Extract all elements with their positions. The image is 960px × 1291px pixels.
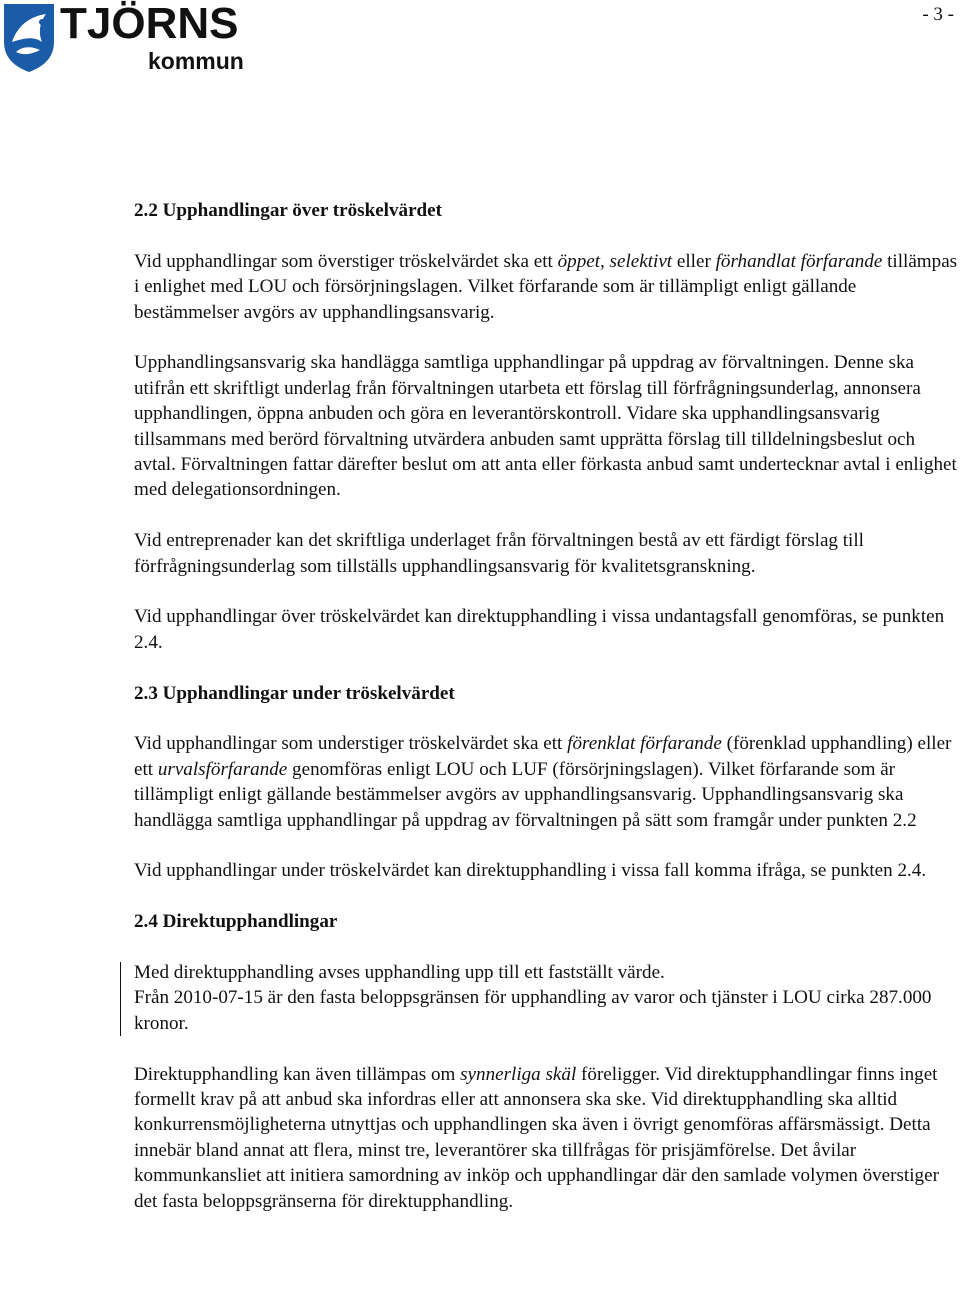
document-body: [134, 198, 960, 1239]
paragraph: Upphandlingsansvarig ska handlägga samtliga upphandlingar på uppdrag av förvaltningen. Denne ska utifrån ett skriftligt underlag från förvaltningen utarbeta ett förslag till förfrågningsunderlag, annonsera upphandlingen, öppna anbuden och göra en leverantörskontroll. Vidare ska upphandlingsansvarig tillsammans med berörd förvaltning utvärdera anbuden samt upprätta förslag till tilldelningsbeslut och avtal. Förvaltningen fattar därefter beslut om att anta eller förkasta anbud samt undertecknar avtal i enlighet med delegationsordningen.: [134, 352, 957, 501]
paragraph-with-change-bar: [134, 960, 960, 1036]
paragraph: Vid upphandlingar som överstiger tröskelvärdet ska ett öppet, selektivt eller förhandlat förfarande tillämpas i enlighet med LOU och försörjningslagen. Vilket förfarande som är tillämpligt enligt gällande bestämmelser avgörs av upphandlingsansvarig.: [134, 250, 958, 323]
paragraph: Vid upphandlingar över tröskelvärdet kan direktupphandling i vissa undantagsfall genomföras, se punkten 2.4.: [134, 606, 945, 653]
municipality-logo: [0, 0, 250, 78]
coat-of-arms-icon: [2, 2, 56, 74]
paragraph: Vid upphandlingar under tröskelvärdet kan direktupphandling i vissa fall komma ifråga, se punkten 2.4.: [134, 860, 927, 882]
section-heading: 2.2 Upphandlingar över tröskelvärdet: [134, 200, 442, 221]
line: Med direktupphandling avses upphandling upp till ett fastställt värde.: [134, 962, 665, 984]
page-number: - 3 -: [922, 4, 954, 25]
logo-subtitle: kommun: [148, 48, 244, 74]
section-heading: 2.4 Direktupphandlingar: [134, 911, 338, 933]
paragraph: Vid upphandlingar som understiger tröskelvärdet ska ett förenklat förfarande (förenklad upphandling) eller ett urvalsförfarande genomföras enligt LOU och LUF (försörjningslagen). Vilket förfarande som är tillämpligt enligt gällande bestämmelser avgörs av upphandlingsansvarig. Upphandlingsansvarig ska handlägga samtliga upphandlingar på uppdrag av förvaltningen på sätt som framgår under punkten 2.2: [134, 733, 952, 831]
logo-wordmark: TJÖRNS: [60, 0, 239, 48]
section-heading: 2.3 Upphandlingar under tröskelvärdet: [134, 682, 455, 704]
paragraph: Direktupphandling kan även tillämpas om synnerliga skäl föreligger. Vid direktupphandlingar finns inget formellt krav på att anbud ska infordras eller att annonsera ska ske. Vid direktupphandling ska alltid konkurrensmöjligheterna utnyttjas och upphandlingen ska även i övrigt genomföras affärsmässigt. Detta innebär bland annat att flera, minst tre, leverantörer ska tillfrågas för prisjämförelse. Det åvilar kommunkansliet att initiera samordning av inköp och upphandlingar där den samlade volymen överstiger det fasta beloppsgränserna för direktupphandling.: [134, 1063, 939, 1212]
paragraph: Vid entreprenader kan det skriftliga underlaget från förvaltningen bestå av ett färdigt förslag till förfrågningsunderlag som tillställs upphandlingsansvarig för kvalitetsgranskning.: [134, 530, 864, 577]
line: Från 2010-07-15 är den fasta beloppsgränsen för upphandling av varor och tjänster i LOU cirka 287.000 kronor.: [134, 987, 932, 1034]
